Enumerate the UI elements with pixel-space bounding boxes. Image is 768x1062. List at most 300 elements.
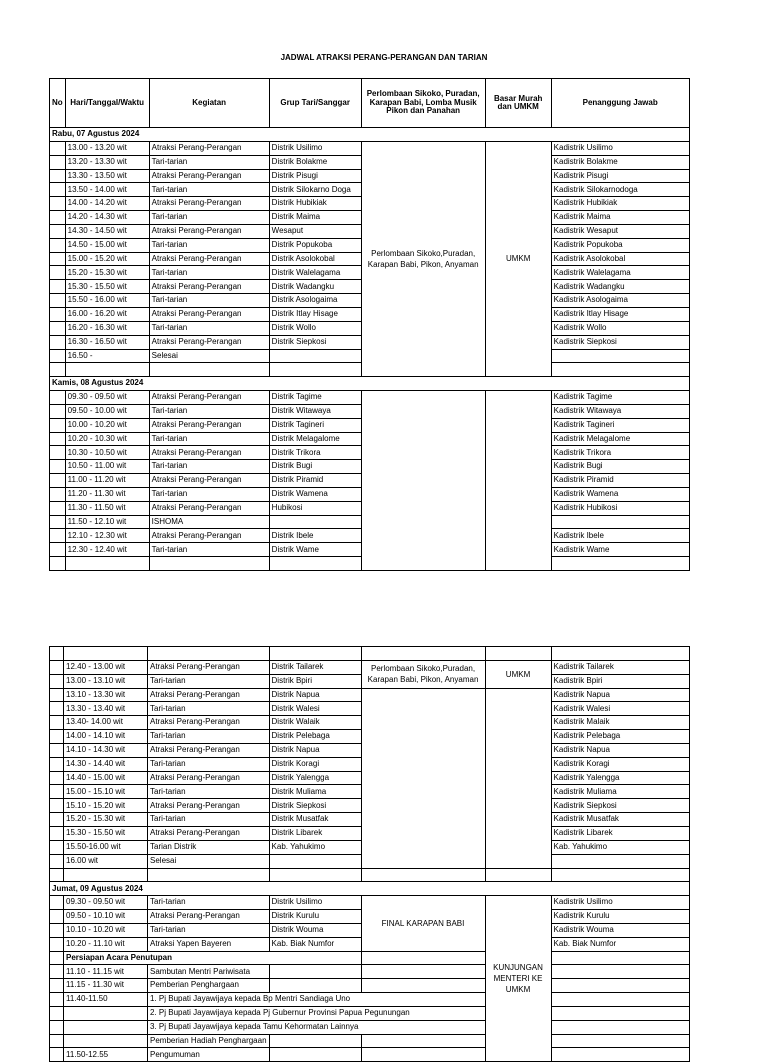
no-cell [50, 979, 64, 993]
no-cell [50, 238, 66, 252]
time-cell: 16.30 - 16.50 wit [65, 335, 149, 349]
no-cell [50, 688, 64, 702]
market-header: Basar Murah dan UMKM [485, 79, 551, 128]
empty-cell [148, 647, 270, 661]
pic-cell: Kadistrik Napua [551, 688, 689, 702]
no-cell [50, 404, 66, 418]
pic-cell: Kadistrik Musatfak [551, 813, 689, 827]
pic-cell: Kadistrik Witawaya [551, 404, 689, 418]
activity-cell: Tari-tarian [149, 404, 269, 418]
no-cell [50, 785, 64, 799]
group-cell [269, 854, 361, 868]
group-cell: Distrik Piramid [269, 474, 361, 488]
activity-cell: Tari-tarian [149, 294, 269, 308]
no-cell [50, 965, 64, 979]
pic-cell: Kadistrik Maima [551, 211, 689, 225]
empty-cell [50, 363, 66, 377]
group-cell: Distrik Wame [269, 543, 361, 557]
activity-cell: Atraksi Perang-Perangan [149, 141, 269, 155]
time-cell: 10.50 - 11.00 wit [65, 460, 149, 474]
activity-cell: Pengumuman [148, 1048, 270, 1062]
empty-cell [50, 647, 64, 661]
market-cell [485, 688, 551, 868]
no-cell [50, 252, 66, 266]
time-cell: 15.30 - 15.50 wit [64, 826, 148, 840]
pic-cell: Kadistrik Siepkosi [551, 799, 689, 813]
time-cell: 09.30 - 09.50 wit [64, 896, 148, 910]
no-cell [50, 432, 66, 446]
time-cell: 14.30 - 14.50 wit [65, 224, 149, 238]
time-cell [64, 1034, 148, 1048]
group-cell: Kab. Yahukimo [269, 840, 361, 854]
group-cell: Distrik Napua [269, 743, 361, 757]
time-cell [64, 1020, 148, 1034]
table-row [50, 391, 690, 405]
activity-cell: Tari-tarian [149, 266, 269, 280]
pic-cell: Kadistrik Malaik [551, 716, 689, 730]
page-title: JADWAL ATRAKSI PERANG-PERANGAN DAN TARIAN [280, 53, 488, 62]
activity-cell: Atraksi Perang-Perangan [149, 418, 269, 432]
empty-cell [551, 647, 689, 661]
time-cell: 14.40 - 15.00 wit [64, 771, 148, 785]
pic-cell: Kadistrik Libarek [551, 826, 689, 840]
empty-row [50, 647, 690, 661]
pic-cell: Kadistrik Wouma [551, 923, 689, 937]
time-cell: 16.50 - [65, 349, 149, 363]
time-cell: 10.20 - 11.10 wit [64, 937, 148, 951]
competition-cell [361, 1034, 485, 1048]
group-cell: Distrik Wamena [269, 487, 361, 501]
closing-row [50, 979, 690, 993]
closing-label-row [50, 951, 690, 965]
time-cell: 14.30 - 14.40 wit [64, 757, 148, 771]
no-cell [50, 1034, 64, 1048]
group-cell: Distrik Maima [269, 211, 361, 225]
pic-cell: Kadistrik Koragi [551, 757, 689, 771]
no-cell [50, 349, 66, 363]
group-cell: Distrik Itlay Hisage [269, 307, 361, 321]
activity-cell: Tari-tarian [149, 543, 269, 557]
activity-cell: Tarian Distrik [148, 840, 270, 854]
no-cell [50, 474, 66, 488]
group-cell: Distrik Melagalome [269, 432, 361, 446]
pic-cell [551, 349, 689, 363]
group-cell: Distrik Siepkosi [269, 335, 361, 349]
no-cell [50, 1048, 64, 1062]
pic-cell [551, 1020, 689, 1034]
activity-cell: Atraksi Perang-Perangan [148, 826, 270, 840]
empty-cell [269, 647, 361, 661]
time-cell: 15.20 - 15.30 wit [64, 813, 148, 827]
group-cell: Distrik Trikora [269, 446, 361, 460]
no-cell [50, 211, 66, 225]
no-cell [50, 743, 64, 757]
no-cell [50, 993, 64, 1007]
time-cell: 13.00 - 13.10 wit [64, 674, 148, 688]
activity-cell: Tari-tarian [149, 238, 269, 252]
activity-cell: Tari-tarian [149, 183, 269, 197]
empty-cell [64, 868, 148, 882]
no-cell [50, 1006, 64, 1020]
time-cell: 14.00 - 14.10 wit [64, 730, 148, 744]
competition-cell [361, 688, 485, 868]
activity-cell: Atraksi Perang-Perangan [149, 197, 269, 211]
group-cell: Distrik Koragi [269, 757, 361, 771]
pic-cell: Kadistrik Pisugi [551, 169, 689, 183]
pic-cell: Kadistrik Itlay Hisage [551, 307, 689, 321]
pic-cell: Kadistrik Tagime [551, 391, 689, 405]
group-cell: Distrik Libarek [269, 826, 361, 840]
activity-cell: ISHOMA [149, 515, 269, 529]
no-cell [50, 716, 64, 730]
no-cell [50, 529, 66, 543]
empty-cell [269, 363, 361, 377]
group-cell [269, 1048, 361, 1062]
day-label: Jumat, 09 Agustus 2024 [50, 882, 690, 896]
empty-cell [148, 868, 270, 882]
pic-cell: Kadistrik Usilimo [551, 896, 689, 910]
no-cell [50, 183, 66, 197]
activity-cell: Tari-tarian [149, 211, 269, 225]
group-cell: Distrik Wouma [269, 923, 361, 937]
activity-cell: Pemberian Penghargaan [148, 979, 270, 993]
activity-cell: Atraksi Perang-Perangan [149, 224, 269, 238]
day-row [50, 882, 690, 896]
no-cell [50, 141, 66, 155]
time-cell: 09.50 - 10.10 wit [64, 910, 148, 924]
time-cell: 09.50 - 10.00 wit [65, 404, 149, 418]
group-cell [269, 515, 361, 529]
no-cell [50, 937, 64, 951]
time-cell: 15.30 - 15.50 wit [65, 280, 149, 294]
final-merged-cell: FINAL KARAPAN BABI [361, 896, 485, 951]
time-cell: 13.00 - 13.20 wit [65, 141, 149, 155]
time-cell: 15.50 - 16.00 wit [65, 294, 149, 308]
activity-cell: Atraksi Perang-Perangan [149, 391, 269, 405]
group-header: Grup Tari/Sanggar [269, 79, 361, 128]
group-cell: Distrik Kurulu [269, 910, 361, 924]
group-cell: Distrik Bugi [269, 460, 361, 474]
no-cell [50, 294, 66, 308]
activity-cell: Atraksi Perang-Perangan [149, 307, 269, 321]
no-cell [50, 840, 64, 854]
pic-cell: Kab. Biak Numfor [551, 937, 689, 951]
empty-cell [551, 868, 689, 882]
group-cell: Distrik Pisugi [269, 169, 361, 183]
no-cell [50, 460, 66, 474]
schedule-table-page2 [49, 646, 690, 1062]
pic-cell: Kadistrik Bpiri [551, 674, 689, 688]
pic-cell: Kadistrik Hubikiak [551, 197, 689, 211]
empty-cell [269, 557, 361, 571]
closing-row [50, 1020, 690, 1034]
time-cell: 11.15 - 11.30 wit [64, 979, 148, 993]
no-cell [50, 674, 64, 688]
empty-cell [361, 647, 485, 661]
time-cell: 15.00 - 15.20 wit [65, 252, 149, 266]
time-cell: 13.50 - 14.00 wit [65, 183, 149, 197]
group-cell: Distrik Silokarno Doga [269, 183, 361, 197]
umkm-merged-cell: UMKM [485, 141, 551, 376]
pic-cell: Kadistrik Walelagama [551, 266, 689, 280]
empty-cell [64, 647, 148, 661]
activity-cell: Tari-tarian [148, 674, 270, 688]
empty-row [50, 868, 690, 882]
time-cell: 15.00 - 15.10 wit [64, 785, 148, 799]
time-cell: 13.20 - 13.30 wit [65, 155, 149, 169]
pic-cell: Kadistrik Silokarnodoga [551, 183, 689, 197]
time-cell: 15.10 - 15.20 wit [64, 799, 148, 813]
group-cell: Distrik Bpiri [269, 674, 361, 688]
empty-cell [65, 557, 149, 571]
pic-cell: Kadistrik Asolokobal [551, 252, 689, 266]
time-cell: 11.40-11.50 [64, 993, 148, 1007]
activity-cell: Tari-tarian [148, 702, 270, 716]
table-row [50, 141, 690, 155]
pic-cell: Kadistrik Wollo [551, 321, 689, 335]
time-cell: 13.40- 14.00 wit [64, 716, 148, 730]
time-cell [64, 1006, 148, 1020]
group-cell: Distrik Walesi [269, 702, 361, 716]
closing-row [50, 1034, 690, 1048]
activity-cell: Atraksi Perang-Perangan [148, 716, 270, 730]
activity-cell: Atraksi Perang-Perangan [148, 910, 270, 924]
activity-cell: Tari-tarian [148, 923, 270, 937]
activity-cell: Atraksi Perang-Perangan [149, 501, 269, 515]
activity-cell: Selesai [148, 854, 270, 868]
pic-cell [551, 1034, 689, 1048]
closing-row [50, 993, 690, 1007]
group-cell: Distrik Wadangku [269, 280, 361, 294]
competition-cell [361, 979, 485, 993]
schedule-table-page1 [49, 78, 690, 571]
pic-cell: Kadistrik Wamena [551, 487, 689, 501]
group-cell: Distrik Usilimo [269, 141, 361, 155]
umkm-merged-cell: UMKM [485, 660, 551, 688]
activity-cell: 3. Pj Bupati Jayawijaya kepada Tamu Kehormatan Lainnya [148, 1020, 486, 1034]
time-cell: 12.40 - 13.00 wit [64, 660, 148, 674]
pic-cell: Kadistrik Asologaima [551, 294, 689, 308]
time-cell: 14.10 - 14.30 wit [64, 743, 148, 757]
time-cell: 14.20 - 14.30 wit [65, 211, 149, 225]
time-cell: 11.50-12.55 [64, 1048, 148, 1062]
no-cell [50, 910, 64, 924]
activity-cell: Atraksi Perang-Perangan [149, 529, 269, 543]
pic-cell: Kadistrik Melagalome [551, 432, 689, 446]
pic-cell [551, 854, 689, 868]
activity-cell: Atraksi Perang-Perangan [148, 743, 270, 757]
competition-merged-cell: Perlombaan Sikoko,Puradan, Karapan Babi, Pikon, Anyaman [361, 660, 485, 688]
time-cell: 11.50 - 12.10 wit [65, 515, 149, 529]
competition-merged-cell: Perlombaan Sikoko,Puradan, Karapan Babi, Pikon, Anyaman [361, 141, 485, 376]
pic-cell: Kadistrik Bugi [551, 460, 689, 474]
activity-cell: Tari-tarian [148, 896, 270, 910]
no-cell [50, 923, 64, 937]
no-cell [50, 813, 64, 827]
empty-cell [361, 868, 485, 882]
time-cell: 14.00 - 14.20 wit [65, 197, 149, 211]
activity-cell: Atraksi Perang-Perangan [149, 280, 269, 294]
group-cell: Distrik Walaik [269, 716, 361, 730]
pic-header: Penanggung Jawab [551, 79, 689, 128]
group-cell: Distrik Usilimo [269, 896, 361, 910]
activity-cell: Atraksi Perang-Perangan [148, 799, 270, 813]
pic-cell [551, 515, 689, 529]
pic-cell: Kadistrik Pelebaga [551, 730, 689, 744]
activity-cell: Sambutan Mentri Pariwisata [148, 965, 270, 979]
no-cell [50, 155, 66, 169]
pic-cell: Kadistrik Wesaput [551, 224, 689, 238]
activity-cell: Atraksi Perang-Perangan [148, 688, 270, 702]
activity-cell: 2. Pj Bupati Jayawijaya kepada Pj Gubernur Provinsi Papua Pegunungan [148, 1006, 486, 1020]
pic-cell [551, 1006, 689, 1020]
closing-label: Persiapan Acara Penutupan [64, 951, 362, 965]
pic-cell: Kadistrik Popukoba [551, 238, 689, 252]
no-cell [50, 169, 66, 183]
group-cell [269, 965, 361, 979]
group-cell: Distrik Asolokobal [269, 252, 361, 266]
no-cell [50, 543, 66, 557]
group-cell [269, 1034, 361, 1048]
group-cell: Distrik Popukoba [269, 238, 361, 252]
day-label: Rabu, 07 Agustus 2024 [50, 128, 690, 142]
no-cell [50, 501, 66, 515]
activity-cell: Tari-tarian [149, 432, 269, 446]
empty-cell [269, 868, 361, 882]
activity-cell: Atraksi Perang-Perangan [149, 474, 269, 488]
no-cell [50, 826, 64, 840]
competition-cell [361, 1048, 485, 1062]
group-cell: Distrik Bolakme [269, 155, 361, 169]
pic-cell: Kadistrik Tagineri [551, 418, 689, 432]
pic-cell: Kadistrik Hubikosi [551, 501, 689, 515]
time-cell: 11.00 - 11.20 wit [65, 474, 149, 488]
empty-cell [65, 363, 149, 377]
table-row [50, 688, 690, 702]
activity-cell: Atraksi Yapen Bayeren [148, 937, 270, 951]
time-cell: 10.00 - 10.20 wit [65, 418, 149, 432]
no-cell [50, 391, 66, 405]
day-row [50, 377, 690, 391]
time-cell: 10.30 - 10.50 wit [65, 446, 149, 460]
market-cell [485, 391, 551, 571]
group-cell [269, 349, 361, 363]
no-cell [50, 335, 66, 349]
pic-cell [551, 1048, 689, 1062]
pic-cell: Kadistrik Walesi [551, 702, 689, 716]
no-cell [50, 702, 64, 716]
pic-cell: Kadistrik Kurulu [551, 910, 689, 924]
time-cell: 16.20 - 16.30 wit [65, 321, 149, 335]
table-row [50, 660, 690, 674]
no-cell [50, 730, 64, 744]
time-cell: 16.00 wit [64, 854, 148, 868]
activity-cell: Tari-tarian [148, 757, 270, 771]
time-cell: 10.10 - 10.20 wit [64, 923, 148, 937]
pic-cell [551, 951, 689, 965]
time-cell: 15.50-16.00 wit [64, 840, 148, 854]
table-row [50, 896, 690, 910]
visit-merged-cell: KUNJUNGAN MENTERI KE UMKM [485, 896, 551, 1062]
no-cell [50, 418, 66, 432]
pic-cell [551, 979, 689, 993]
no-cell [50, 280, 66, 294]
empty-cell [149, 557, 269, 571]
group-cell: Kab. Biak Numfor [269, 937, 361, 951]
group-cell: Distrik Muliama [269, 785, 361, 799]
no-cell [50, 197, 66, 211]
group-cell: Distrik Napua [269, 688, 361, 702]
closing-row [50, 1048, 690, 1062]
group-cell: Distrik Musatfak [269, 813, 361, 827]
group-cell: Distrik Yalengga [269, 771, 361, 785]
header-row [50, 79, 690, 128]
no-header: No [50, 79, 66, 128]
no-cell [50, 487, 66, 501]
pic-cell: Kadistrik Wame [551, 543, 689, 557]
empty-cell [551, 557, 689, 571]
pic-cell: Kadistrik Piramid [551, 474, 689, 488]
empty-cell [50, 557, 66, 571]
activity-cell: Tari-tarian [149, 155, 269, 169]
activity-header: Kegiatan [149, 79, 269, 128]
activity-cell: Tari-tarian [149, 487, 269, 501]
pic-cell: Kadistrik Yalengga [551, 771, 689, 785]
activity-cell: Tari-tarian [149, 321, 269, 335]
closing-row [50, 965, 690, 979]
no-cell [50, 854, 64, 868]
no-cell [50, 224, 66, 238]
competition-header: Perlombaan Sikoko, Puradan, Karapan Babi, Lomba Musik Pikon dan Panahan [361, 79, 485, 128]
no-cell [50, 266, 66, 280]
activity-cell: Pemberian Hadiah Penghargaan [148, 1034, 270, 1048]
time-cell: 13.10 - 13.30 wit [64, 688, 148, 702]
no-cell [50, 515, 66, 529]
time-cell: 13.30 - 13.50 wit [65, 169, 149, 183]
pic-cell: Kadistrik Tailarek [551, 660, 689, 674]
no-cell [50, 896, 64, 910]
group-cell: Distrik Walelagama [269, 266, 361, 280]
no-cell [50, 771, 64, 785]
activity-cell: Atraksi Perang-Perangan [149, 169, 269, 183]
time-cell: 11.20 - 11.30 wit [65, 487, 149, 501]
pic-cell [551, 965, 689, 979]
activity-cell: 1. Pj Bupati Jayawijaya kepada Bp Mentri Sandiaga Uno [148, 993, 486, 1007]
time-cell: 13.30 - 13.40 wit [64, 702, 148, 716]
pic-cell: Kadistrik Napua [551, 743, 689, 757]
time-cell: 11.10 - 11.15 wit [64, 965, 148, 979]
pic-cell: Kadistrik Trikora [551, 446, 689, 460]
time-cell: 12.10 - 12.30 wit [65, 529, 149, 543]
time-header: Hari/Tanggal/Waktu [65, 79, 149, 128]
activity-cell: Selesai [149, 349, 269, 363]
group-cell: Distrik Hubikiak [269, 197, 361, 211]
activity-cell: Tari-tarian [148, 813, 270, 827]
group-cell: Distrik Tagime [269, 391, 361, 405]
time-cell: 14.50 - 15.00 wit [65, 238, 149, 252]
activity-cell: Atraksi Perang-Perangan [149, 446, 269, 460]
activity-cell: Atraksi Perang-Perangan [149, 335, 269, 349]
group-cell: Wesaput [269, 224, 361, 238]
time-cell: 15.20 - 15.30 wit [65, 266, 149, 280]
activity-cell: Tari-tarian [148, 785, 270, 799]
group-cell: Distrik Siepkosi [269, 799, 361, 813]
time-cell: 10.20 - 10.30 wit [65, 432, 149, 446]
day-row [50, 128, 690, 142]
group-cell: Distrik Witawaya [269, 404, 361, 418]
time-cell: 12.30 - 12.40 wit [65, 543, 149, 557]
day-label: Kamis, 08 Agustus 2024 [50, 377, 690, 391]
